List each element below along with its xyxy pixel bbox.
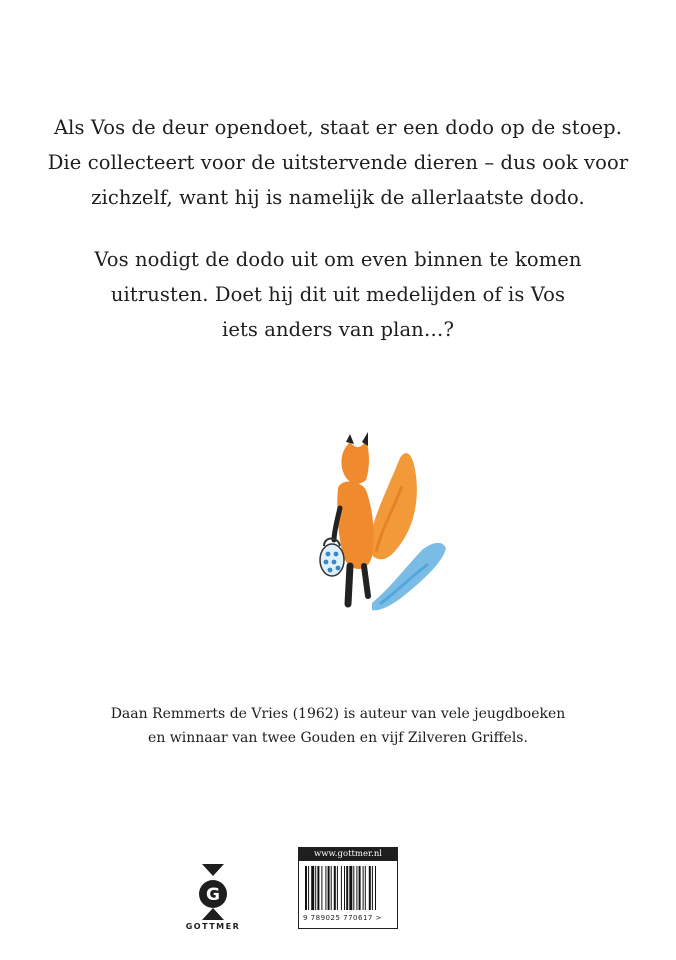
blurb-paragraph-2 (40, 242, 636, 347)
blurb-line: Vos nodigt de dodo uit om even binnen te komen (94, 248, 582, 271)
isbn-barcode (305, 866, 391, 912)
website-url: www.gottmer.nl (299, 848, 397, 861)
gottmer-logo-icon (178, 862, 248, 930)
blurb-line: zichzelf, want hij is namelijk de allerlaatste dodo. (91, 186, 585, 209)
author-bio (60, 702, 616, 750)
blurb-line: Als Vos de deur opendoet, staat er een dodo op de stoep. (53, 116, 623, 139)
author-bio-line: en winnaar van twee Gouden en vijf Zilveren Griffels. (148, 730, 528, 746)
isbn-number: 9 789025 770617 > (303, 914, 382, 922)
publisher-name: GOTTMER (185, 922, 241, 931)
author-bio-line: Daan Remmerts de Vries (1962) is auteur van vele jeugdboeken (110, 706, 566, 722)
blurb-line: iets anders van plan…? (221, 318, 454, 341)
blurb-line: Die collecteert voor de uitstervende dieren – dus ook voor (47, 151, 629, 174)
fox-with-bag-illustration (310, 428, 460, 628)
blurb-line: uitrusten. Doet hij dit uit medelijden of is Vos (110, 283, 566, 306)
blurb-paragraph-1 (40, 110, 636, 215)
logo-letter: G (206, 885, 220, 905)
barcode-label (298, 847, 398, 929)
